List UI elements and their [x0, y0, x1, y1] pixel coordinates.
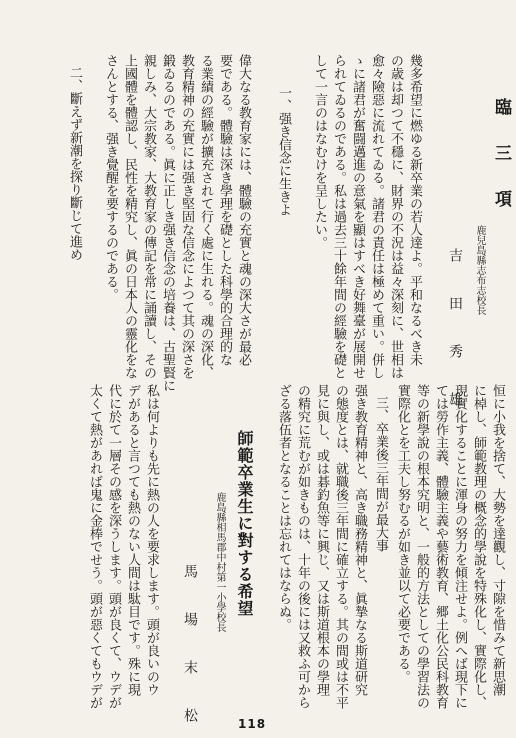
article1-para1-line: 幾多希望に燃ゆる新卒業の若人達よ。平和なるべき未	[407, 54, 422, 366]
article1-cont-line: 現實化することに渾身の努力を傾注せよ。例へば現下に	[452, 384, 467, 709]
page-number: 118	[238, 717, 267, 731]
article1-cont-line: 見に與し、或は碁釣魚等に興じ、又は斯道根本の學理	[314, 384, 329, 696]
article2-para1-line: 私は何よりも先に熱の人を要求します。頭が良いのウ	[144, 384, 159, 696]
article1-cont-line: に棹し、師範教理の概念的學說を特殊化し、實際化し、	[471, 384, 486, 709]
article1-cont-line: 實際化とを工夫し努むるが如き並以て必要である。	[395, 384, 410, 683]
article2-author: 馬 場 末 松	[182, 564, 198, 732]
article1-heading3: 三、卒業後三年間が最大事	[373, 396, 388, 552]
article1-cont-line: 恒に小我を捨て、大勢を達觀し、寸隙を惜みて新思潮	[490, 384, 505, 696]
article1-para2-line: 要である。體驗は深き學理を礎とした科學的合理的な	[217, 54, 232, 366]
article1-para2-line: 上國體を體認し、民性を精究し、眞の日本人の靈化をな	[122, 54, 137, 379]
article1-para2-line: 親しみ、大宗教家、大教育家の傳記を常に誦讀し、その	[141, 54, 156, 379]
article1-title: 臨 三 項	[491, 98, 511, 213]
article1-cont-line: 等の新學說の根本究明と、一般的方法としての學習法の	[414, 384, 429, 709]
article1-affiliation: 鹿兒島縣志布志校長	[474, 225, 485, 315]
article1-cont-line: の精究に荒むが如きものは、十年の後には又救ふ可から	[295, 384, 310, 709]
article1-para1-line: られてゐるのである。私は過去三十餘年間の經驗を礎と	[331, 54, 346, 379]
article1-heading2: 二、斷えず新潮を探り斷じて進め	[67, 66, 82, 261]
article2-affiliation: 鹿島縣相馬郡中村第一小學校長	[214, 492, 225, 632]
article1-cont-line: ては勞作主義、體驗主義や藝術教育、郷土化公民科教育	[433, 384, 448, 709]
article1-para1-line: 愈々險惡に流れてゐる。諸君の責任は極めて重い。併し	[369, 54, 384, 379]
article1-para1-line: して一言のはなむけを呈したい。	[312, 54, 327, 249]
article1-para2-line: る業績の經驗が擴充されて行く處に生れる。魂の深化、	[198, 54, 213, 379]
article2-para1-line: 代に於て一層その感を深うします。頭が良くて、ウデが	[106, 384, 121, 709]
article1-author: 吉 田 秀 雄	[447, 248, 463, 416]
article1-para2-line: 教育精神の充實には强き堅固な信念によつて其の深さを	[179, 54, 194, 379]
article1-para2-line: 偉大なる教育家には、體驗の充實と魂の深大さが最必	[236, 54, 251, 366]
article1-para2-line: さんとする、强き覺醒を要するのである。	[103, 54, 118, 301]
article1-cont-line: 强き教育精神と、高き職務精神と、眞摯なる斯道研究	[352, 384, 367, 696]
article2-para1-line: 太くて熱があれば鬼に金棒でせう。頭が惡くてもウデが	[87, 384, 102, 709]
article1-para2-line: 鍛ゐるのである。眞に正しき强き信念の培養は、古聖賢に	[160, 54, 175, 392]
article1-cont-line: ざる落伍者となることは忘れてはならぬ。	[276, 384, 291, 631]
article1-heading1: 一、强き信念に生きよ	[276, 86, 291, 216]
article2-para1-line: デがあると言つても熱のない人間は駄目です。殊に現	[125, 384, 140, 696]
article1-cont-line: の態度とは、就職後三年間に確立する。其の間或は不平	[333, 384, 348, 709]
article1-para1-line: の歳は却つて不穩に、財界の不況は益々深刻に、世相は	[388, 54, 403, 379]
article1-para1-line: ゝに諸君が奮闘邁進の意氣を顯はすべき好舞臺が展開せ	[350, 54, 365, 379]
article2-title: 師範卒業生に對する希望	[235, 430, 254, 617]
